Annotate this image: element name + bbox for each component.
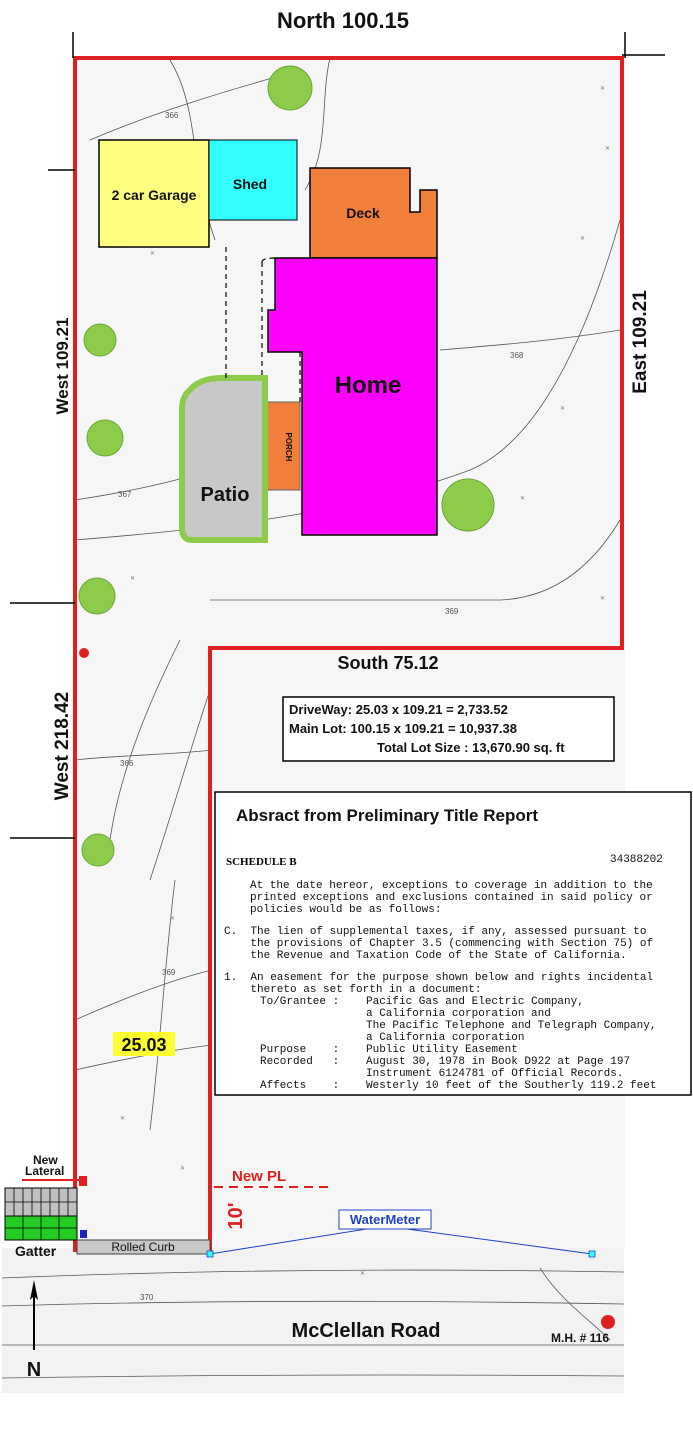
road-name: McClellan Road [291, 1320, 441, 1342]
garage-label: 2 car Garage [111, 187, 197, 203]
item-c-line: C. The lien of supplemental taxes, if any, assessed pursuant to [224, 926, 647, 938]
contour-label: 369 [162, 968, 176, 977]
porch-label: PORCH [284, 432, 293, 462]
manhole-icon [601, 1315, 615, 1329]
contour-label: 366 [120, 759, 134, 768]
field-label: Purpose : [260, 1044, 340, 1056]
intro-line: policies would be as follows: [250, 904, 442, 916]
south-dimension: South 75.12 [337, 653, 439, 673]
rolled-curb-label: Rolled Curb [111, 1240, 175, 1254]
svg-text:✕: ✕ [560, 406, 566, 412]
north-arrow-label: N [26, 1359, 42, 1381]
patio [182, 378, 265, 540]
setback-label: 10' [225, 1202, 247, 1230]
deck-label: Deck [346, 205, 380, 221]
east-dimension: East 109.21 [630, 290, 651, 394]
tree-icon [268, 66, 312, 110]
svg-text:✕: ✕ [170, 916, 176, 922]
manhole-label: M.H. # 116 [550, 1331, 610, 1345]
main-lot-area: Main Lot: 100.15 x 109.21 = 10,937.38 [289, 721, 518, 736]
field-value: Public Utility Easement [366, 1044, 518, 1056]
svg-text:✕: ✕ [605, 146, 611, 152]
intro-line: At the date hereor, exceptions to coverage in addition to the [250, 880, 653, 892]
item-c-line: the Revenue and Taxation Code of the State of California. [224, 950, 627, 962]
contour-label: 370 [140, 1293, 154, 1302]
svg-text:✕: ✕ [150, 251, 156, 257]
svg-text:✕: ✕ [600, 596, 606, 602]
contour-label: 368 [510, 351, 524, 360]
driveway-width: 25.03 [121, 1035, 167, 1055]
svg-text:✕: ✕ [130, 576, 136, 582]
svg-text:✕: ✕ [360, 1271, 366, 1277]
lateral-marker-icon [79, 1176, 87, 1186]
svg-text:✕: ✕ [180, 1166, 186, 1172]
driveway-area: DriveWay: 25.03 x 109.21 = 2,733.52 [289, 702, 508, 717]
north-dimension: North 100.15 [276, 8, 410, 33]
tree-icon [79, 578, 115, 614]
field-value: The Pacific Telephone and Telegraph Company, [366, 1020, 657, 1032]
field-value: a California corporation and [366, 1008, 551, 1020]
field-value: Instrument 6124781 of Official Records. [366, 1068, 624, 1080]
item-1-line: thereto as set forth in a document: [224, 984, 482, 996]
new-lateral-label: Lateral [25, 1164, 65, 1178]
svg-text:✕: ✕ [520, 496, 526, 502]
field-label: To/Grantee : [260, 996, 340, 1008]
title-report-heading: Absract from Preliminary Title Report [236, 806, 538, 825]
item-c-line: the provisions of Chapter 3.5 (commencing with Section 75) of [224, 938, 654, 950]
tree-icon [82, 834, 114, 866]
cleanout-icon [80, 1230, 87, 1238]
tree-icon [87, 420, 123, 456]
porch [267, 402, 300, 490]
patio-label: Patio [200, 484, 250, 506]
svg-text:✕: ✕ [580, 236, 586, 242]
gutter-label: Gatter [15, 1243, 57, 1259]
total-lot-size: Total Lot Size : 13,670.90 sq. ft [377, 740, 565, 755]
svg-text:✕: ✕ [600, 86, 606, 92]
field-value: Pacific Gas and Electric Company, [366, 996, 584, 1008]
field-value: Westerly 10 feet of the Southerly 119.2 feet [366, 1080, 657, 1092]
contour-label: 367 [118, 490, 132, 499]
home-label: Home [334, 372, 402, 399]
survey-point-icon [79, 648, 89, 658]
water-valve-icon [207, 1251, 213, 1257]
gutter-grate [5, 1188, 77, 1240]
water-valve-icon [589, 1251, 595, 1257]
field-value: August 30, 1978 in Book D922 at Page 197 [366, 1056, 631, 1068]
contour-label: 366 [165, 111, 179, 120]
svg-text:✕: ✕ [120, 1116, 126, 1122]
tree-icon [84, 324, 116, 356]
field-label: Recorded : [260, 1056, 340, 1068]
shed-label: Shed [232, 176, 268, 192]
west-upper-dimension: West 109.21 [53, 317, 72, 415]
new-pl-label: New PL [232, 1168, 287, 1185]
field-label: Affects : [260, 1080, 340, 1092]
contour-label: 369 [445, 607, 459, 616]
intro-line: printed exceptions and exclusions contained in said policy or [250, 892, 653, 904]
schedule-label: SCHEDULE B [226, 856, 297, 868]
report-number: 34388202 [610, 854, 663, 866]
field-value: a California corporation [366, 1032, 525, 1044]
item-1-line: 1. An easement for the purpose shown below and rights incidental [224, 972, 654, 984]
water-meter-label: WaterMeter [349, 1212, 421, 1227]
new-lateral-label: New [33, 1153, 58, 1167]
tree-icon [442, 479, 494, 531]
west-lower-dimension: West 218.42 [52, 691, 73, 801]
